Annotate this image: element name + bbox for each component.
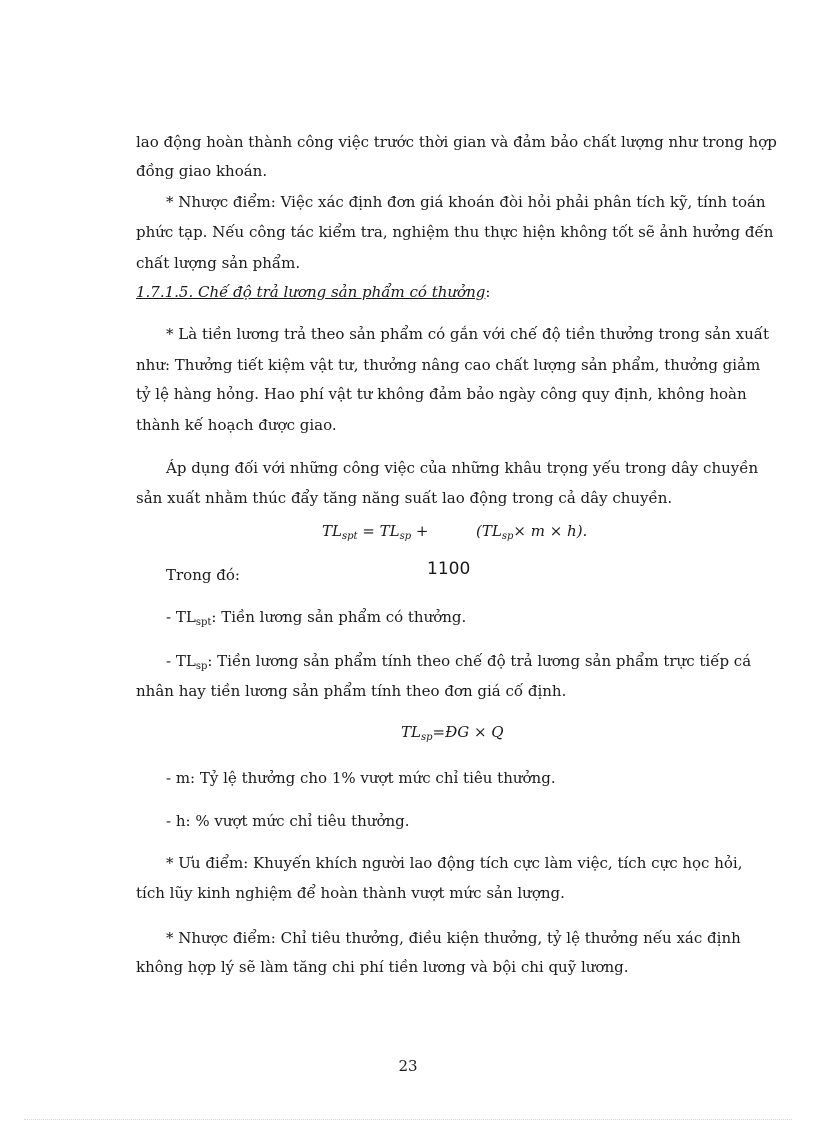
page-number: 23 xyxy=(398,1057,418,1075)
formula-tlspt-left: $TL_{spt} = TL_{sp}$ + xyxy=(322,522,429,542)
paragraph-line: tỷ lệ hàng hỏng. Hao phí vật tư không đảm bảo ngày công quy định, không hoàn xyxy=(136,385,747,403)
paragraph-line: đồng giao khoán. xyxy=(136,162,268,180)
paragraph-line: * Nhược điểm: Việc xác định đơn giá khoán đòi hỏi phải phân tích kỹ, tính toán xyxy=(166,193,766,211)
definition-tlsp: - $TL_{sp}$: Tiền lương sản phẩm tính theo chế độ trả lương sản phẩm trực tiếp cá xyxy=(166,652,752,672)
paragraph-line: * Nhược điểm: Chỉ tiêu thưởng, điều kiện thưởng, tỷ lệ thưởng nếu xác định xyxy=(166,929,741,947)
paragraph-line: thành kế hoạch được giao. xyxy=(136,416,337,434)
paragraph-line: sản xuất nhằm thúc đẩy tăng năng suất lao động trong cả dây chuyền. xyxy=(136,489,673,507)
formula-denominator: 1100 xyxy=(427,559,471,579)
paragraph-line: tích lũy kinh nghiệm để hoàn thành vượt mức sản lượng. xyxy=(136,884,565,902)
paragraph-line: lao động hoàn thành công việc trước thời gian và đảm bảo chất lượng như trong hợp xyxy=(136,133,777,151)
paragraph-line: như: Thưởng tiết kiệm vật tư, thưởng nâng cao chất lượng sản phẩm, thưởng giảm xyxy=(136,356,761,374)
definition-m: - m: Tỷ lệ thưởng cho 1% vượt mức chỉ tiêu thưởng. xyxy=(166,769,556,787)
paragraph-line: phức tạp. Nếu công tác kiểm tra, nghiệm thu thực hiện không tốt sẽ ảnh hưởng đến xyxy=(136,223,774,241)
page-border xyxy=(24,1119,792,1120)
definition-h: - h: % vượt mức chỉ tiêu thưởng. xyxy=(166,812,410,830)
paragraph-line: chất lượng sản phẩm. xyxy=(136,254,301,272)
paragraph-line: không hợp lý sẽ làm tăng chi phí tiền lương và bội chi quỹ lương. xyxy=(136,958,629,976)
where-label: Trong đó: xyxy=(166,566,240,584)
formula-tlsp: $TL_{sp}=ĐG \times Q$ xyxy=(401,723,504,743)
paragraph-line: Áp dụng đối với những công việc của những khâu trọng yếu trong dây chuyền xyxy=(166,459,759,477)
paragraph-line: * Là tiền lương trả theo sản phẩm có gắn với chế độ tiền thưởng trong sản xuất xyxy=(166,325,769,343)
formula-tlspt-right: $(TL_{sp}\times m \times h)$. xyxy=(476,522,588,542)
paragraph-line: nhân hay tiền lương sản phẩm tính theo đơn giá cố định. xyxy=(136,682,567,700)
definition-tlspt: - $TL_{spt}$: Tiền lương sản phẩm có thưởng. xyxy=(166,608,467,628)
paragraph-line: * Ưu điểm: Khuyến khích người lao động tích cực làm việc, tích cực học hỏi, xyxy=(166,854,743,872)
section-heading: 1.7.1.5. Chế độ trả lương sản phẩm có thưởng: xyxy=(136,283,491,301)
